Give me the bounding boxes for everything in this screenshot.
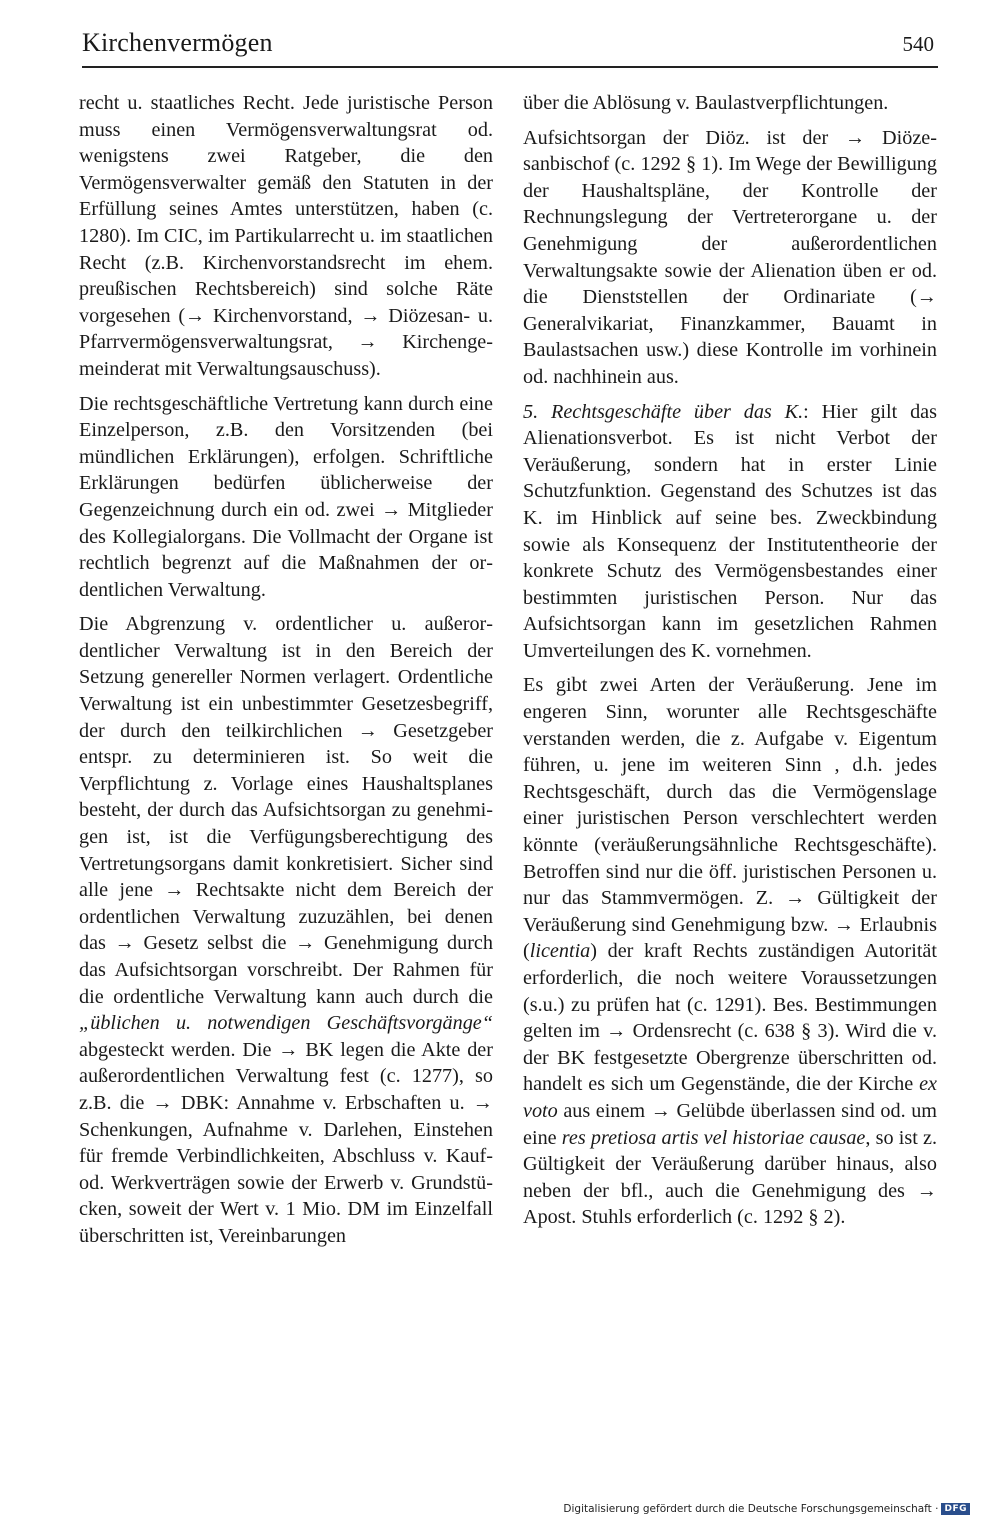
- italic-term: res pretiosa artis vel historiae causae: [561, 1126, 866, 1149]
- paragraph: [523, 399, 937, 665]
- right-column: [523, 90, 937, 1239]
- paragraph: Aufsichtsorgan der Diöz. ist der → Diözesanbischof (c. 1292 § 1). Im Wege der Bewilligung der Haushaltspläne, der Kontrolle der Rechnungslegung der Vertreterorgane u. der Genehmigung der außerordentlichen Verwaltungsakte sowie der Alienation üben er od. die Dienststellen der Ordinariate (→ Generalvikariat, Finanzkammer, Bauamt in Baulastsachen usw.) diese Kontrolle im vorhinein od. nachhinein aus.: [523, 126, 937, 388]
- paragraph-text: : Hier gilt das Alienationsverbot. Es ist nicht Verbot der Veräußerung, sondern hat in erster Linie Schutzfunktion. Gegenstand des Schutzes ist das K. im Hinblick auf seine bes. Zweckbindung sowie als Konsequenz der Institutentheorie der konkrete Schutz des Vermögensbestandes einer bestimmten juristischen Person. Nur das Aufsichtsorgan kann im gesetzlichen Rahmen Umverteilungen des K. vornehmen.: [523, 400, 937, 662]
- paragraph-text: abgesteckt werden. Die → BK legen die Akte der außerordentlichen Verwaltung fest (c. 1277), so z.B. die → DBK: Annahme v. Erbschaften u. → Schenkungen, Aufnahme v. Darlehen, Einstehen für fremde Verbindlichkeiten, Abschluss v. Kauf- od. Werkverträgen sowie der Erwerb v. Grundstücken, soweit der Wert v. 1 Mio. DM im Einzelfall überschritten ist, Vereinbarungen: [79, 1038, 493, 1247]
- running-title: Kirchenvermögen: [82, 28, 273, 57]
- section-heading: 5. Rechtsgeschäfte über das K.: [523, 400, 804, 423]
- paragraph-text: Es gibt zwei Arten der Veräußerung. Jene im engeren Sinn, worunter alle Rechtsgeschäfte verstanden werden, die z. Aufgabe v. Eigentum führen, u. jene im weiteren Sinn , d.h. jedes Rechtsgeschäft, durch das die Vermögenslage einer juristischen Person verschlechtert werden könnte (veräußerungsähnliche Rechtsgeschäfte). Betroffen sind nur die öff. juristischen Personen u. nur das Stammvermögen. Z. → Gültigkeit der Veräußerung sind Genehmigung bzw. → Erlaubnis (: [523, 674, 937, 963]
- paragraph-text: , so ist z. Gültigkeit der Veräußerung darüber hinaus, also neben der bfl., auch die Genehmigung des → Apost. Stuhls erforderlich (c. 1292 § 2).: [523, 1126, 937, 1229]
- italic-phrase: „üblichen u. notwendigen Geschäftsvorgänge“: [79, 1012, 493, 1035]
- paragraph: recht u. staatliches Recht. Jede juristische Person muss einen Vermögensverwaltungsrat od. wenigstens zwei Ratgeber, die den Vermögensverwalter gemäß den Statuten in der Erfüllung seines Amtes unterstützen, haben (c. 1280). Im CIC, im Partikularrecht u. im staatlichen Recht (z.B. Kirchenvorstandsrecht im ehem. preußischen Rechtsbereich) sind solche Räte vorgesehen (→ Kirchenvorstand, → Diözesan- u. Pfarrvermögensverwaltungsrat, → Kirchengemeinderat mit Verwaltungsauschuss).: [79, 92, 493, 380]
- page-number: 540: [902, 32, 934, 56]
- italic-term: ex voto: [523, 1073, 937, 1122]
- footer-credit: [563, 1503, 970, 1515]
- paragraph: Die rechtsgeschäftliche Vertretung kann durch eine Einzelperson, z.B. den Vorsitzenden (bei mündlichen Erklärungen), erfolgen. Schriftliche Erklärungen bedürfen üblicherweise der Gegenzeichnung durch ein od. zwei → Mitglieder des Kollegialorgans. Die Vollmacht der Organe ist rechtlich begrenzt auf die Maßnahmen der ordentlichen Verwaltung.: [79, 392, 493, 601]
- dfg-logo-icon: DFG: [941, 1503, 970, 1515]
- paragraph-text: Die Abgrenzung v. ordentlicher u. außerordentlicher Verwaltung ist in den Bereich der Setzung genereller Normen verlagert. Ordentliche Verwaltung ist ein unbestimmter Gesetzesbegriff, der durch den teilkirchlichen → Gesetzgeber entspr. zu determinieren ist. So weit die Verpflichtung z. Vorlage eines Haushaltsplanes besteht, der durch das Aufsichtsorgan zu genehmigen ist, ist die Verfügungsberechtigung des Vertretungsorgans damit konkretisiert. Sicher sind alle jene → Rechtsakte nicht dem Bereich der ordentlichen Verwaltung zuzuzählen, bei denen das → Gesetz selbst die → Genehmigung durch das Aufsichtsorgan vorschreibt. Der Rahmen für die ordentliche Verwaltung kann auch durch die: [79, 613, 493, 1008]
- page-header: [82, 24, 938, 68]
- paragraph-text: ) der kraft Rechts zuständigen Autorität erforderlich, die noch weitere Voraussetzungen (s.u.) zu prüfen hat (c. 1291). Bes. Bestimmungen gelten im → Ordensrecht (c. 638 § 3). Wird die v. der BK festgesetzte Obergrenze überschritten od. handelt es sich um Gegenstände, die der Kirche: [523, 940, 937, 1096]
- paragraph: über die Ablösung v. Baulastverpflichtungen.: [523, 92, 889, 114]
- italic-term: licentia: [529, 940, 591, 963]
- paragraph: [523, 672, 937, 1230]
- left-column: [79, 90, 493, 1258]
- footer-credit-text: Digitalisierung gefördert durch die Deutsche Forschungsgemeinschaft ·: [563, 1503, 939, 1515]
- paragraph-text: aus einem → Gelübde überlassen sind od. um eine: [523, 1099, 937, 1149]
- paragraph: [79, 611, 493, 1249]
